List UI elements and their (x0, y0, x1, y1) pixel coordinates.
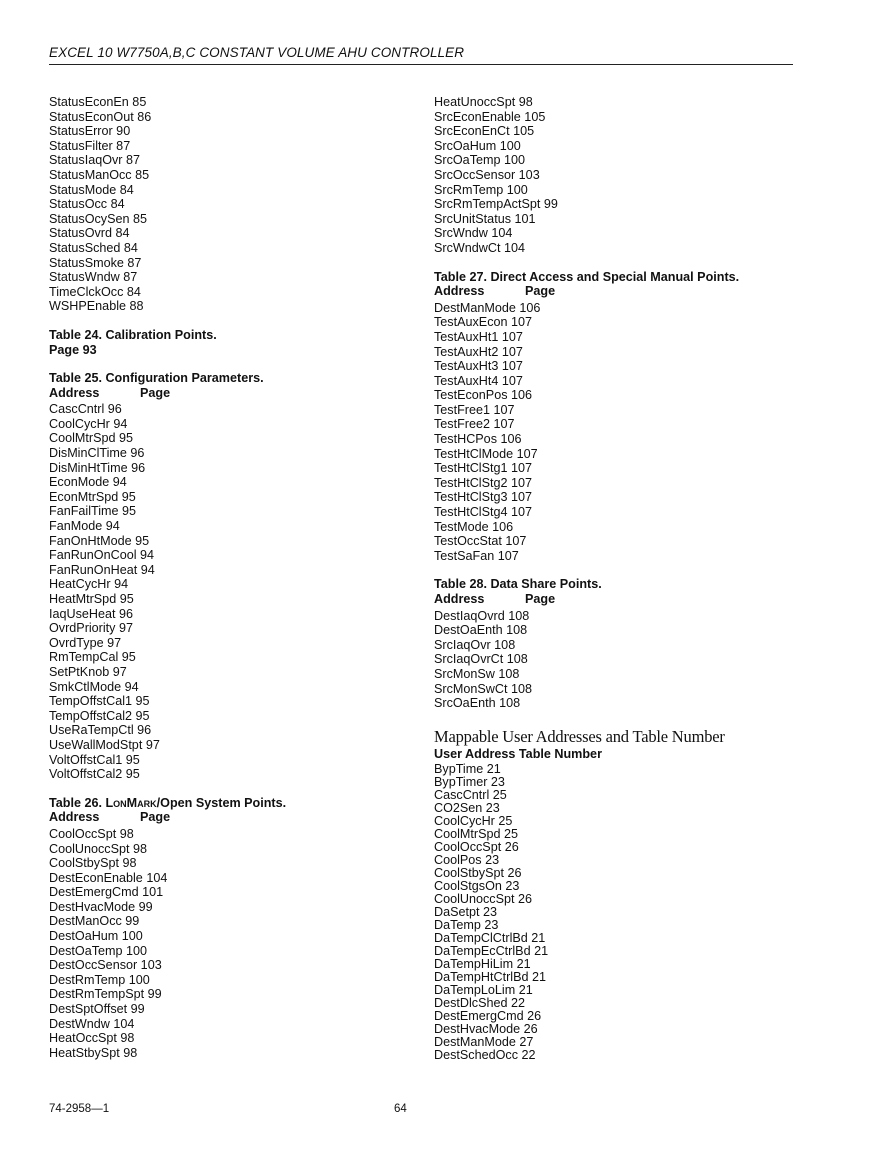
list-item: SetPtKnob 97 (49, 664, 127, 679)
list-item: StatusManOcc 85 (49, 167, 150, 182)
table-27-section (434, 270, 794, 564)
list-item: DestManMode 106 (434, 300, 541, 315)
list-item: CoolCycHr 94 (49, 416, 128, 431)
list-item: SrcRmTempActSpt 99 (434, 197, 558, 212)
list-item: FanOnHtMode 95 (49, 533, 150, 548)
table-27-title: Table 27. Direct Access and Special Manual Points. (434, 269, 740, 284)
column-header-page: Page (140, 385, 171, 400)
mappable-column-header: User Address Table Number (434, 746, 602, 761)
list-item: BypTime 21 (434, 762, 501, 777)
list-item: DaTempHiLim 21 (434, 957, 531, 972)
table-25-header (49, 386, 409, 401)
list-item: DaTempClCtrlBd 21 (434, 931, 546, 946)
list-item: DestOccSensor 103 (49, 958, 162, 973)
list-item: TempOffstCal2 95 (49, 708, 150, 723)
list-item: DaTempEcCtrlBd 21 (434, 944, 549, 959)
list-item: VoltOffstCal2 95 (49, 767, 140, 782)
column-header-address: Address (434, 592, 485, 606)
list-item: TestFree2 107 (434, 417, 515, 432)
column-header-address: Address (434, 284, 485, 299)
list-item: SrcOaTemp 100 (434, 153, 525, 168)
list-item: CoolStbySpt 26 (434, 866, 522, 881)
list-item: CoolMtrSpd 95 (49, 431, 133, 446)
list-item: StatusMode 84 (49, 182, 134, 197)
list-item: CoolUnoccSpt 26 (434, 892, 533, 907)
list-item: VoltOffstCal1 95 (49, 752, 140, 767)
list-item: EconMtrSpd 95 (49, 489, 136, 504)
list-item: DestEmergCmd 26 (434, 1009, 542, 1024)
column-header-page: Page (140, 810, 171, 825)
table-28-header (434, 592, 794, 607)
list-item: CoolOccSpt 26 (434, 840, 519, 855)
list-item: CoolCycHr 25 (434, 814, 513, 829)
list-item: BypTimer 23 (434, 775, 505, 790)
list-item: CoolStbySpt 98 (49, 856, 137, 871)
list-item: OvrdType 97 (49, 635, 122, 650)
list-item: FanFailTime 95 (49, 504, 137, 519)
list-item: DaTemp 23 (434, 918, 499, 933)
table-25-title: Table 25. Configuration Parameters. (49, 371, 264, 386)
list-item: TestHCPos 106 (434, 432, 522, 447)
list-item: FanMode 94 (49, 519, 120, 534)
list-item: TestHtClStg2 107 (434, 475, 533, 490)
list-item: OvrdPriority 97 (49, 621, 133, 636)
list-item: DestEconEnable 104 (49, 870, 168, 885)
list-item: UseRaTempCtl 96 (49, 723, 152, 738)
table-26-list (49, 827, 409, 1061)
footer-page-number: 64 (394, 1103, 407, 1115)
list-item: CoolPos 23 (434, 853, 500, 868)
list-item: SrcOaEnth 108 (434, 696, 521, 711)
list-item: TestAuxHt3 107 (434, 359, 523, 374)
list-item: StatusWndw 87 (49, 270, 138, 285)
table-26-header (49, 810, 409, 825)
list-item: DestHvacMode 99 (49, 899, 153, 914)
list-item: DestManOcc 99 (49, 914, 140, 929)
list-item: StatusOcySen 85 (49, 211, 148, 226)
list-item: SrcOccSensor 103 (434, 167, 540, 182)
list-item: UseWallModStpt 97 (49, 737, 160, 752)
header-rule (49, 64, 793, 65)
list-item: StatusFilter 87 (49, 138, 131, 153)
list-item: StatusOvrd 84 (49, 226, 130, 241)
list-item: TestHtClStg4 107 (434, 505, 533, 520)
table-28-list (434, 609, 794, 711)
list-item: StatusOcc 84 (49, 197, 125, 212)
list-item: SrcUnitStatus 101 (434, 211, 536, 226)
lonmark-brand: LonMark (105, 795, 157, 810)
left-column (49, 95, 409, 1060)
status-items-list (49, 95, 409, 314)
list-item: DestWndw 104 (49, 1016, 135, 1031)
list-item: TestHtClStg3 107 (434, 490, 533, 505)
column-header-address: Address (49, 810, 100, 825)
list-item: TestEconPos 106 (434, 388, 533, 403)
list-item: HeatOccSpt 98 (49, 1031, 135, 1046)
list-item: SrcEconEnable 105 (434, 109, 546, 124)
list-item: DestOaHum 100 (49, 929, 143, 944)
table-28-section (434, 577, 794, 710)
table-28-title: Table 28. Data Share Points. (434, 577, 602, 592)
list-item: StatusIaqOvr 87 (49, 153, 141, 168)
list-item: DestHvacMode 26 (434, 1022, 538, 1037)
list-item: DestRmTemp 100 (49, 972, 150, 987)
footer-doc-number: 74-2958—1 (49, 1103, 110, 1115)
table-24-page: Page 93 (49, 342, 97, 357)
list-item: TestAuxEcon 107 (434, 315, 533, 330)
list-item: TestFree1 107 (434, 402, 515, 417)
list-item: CoolOccSpt 98 (49, 826, 134, 841)
right-column (434, 95, 794, 1062)
list-item: HeatMtrSpd 95 (49, 592, 134, 606)
list-item: EconMode 94 (49, 475, 127, 490)
column-header-address: Address (49, 385, 100, 400)
list-item: StatusEconOut 86 (49, 109, 152, 124)
list-item: TestSaFan 107 (434, 548, 519, 563)
list-item: SrcMonSwCt 108 (434, 681, 532, 696)
list-item: StatusSmoke 87 (49, 255, 142, 270)
table-26-title: Table 26. LonMark/Open System Points. (49, 795, 287, 810)
table-24-section (49, 328, 409, 357)
list-item: DestOaTemp 100 (49, 943, 148, 958)
list-item: DestSchedOcc 22 (434, 1048, 536, 1063)
list-item: SrcIaqOvrCt 108 (434, 652, 528, 667)
list-item: DestRmTempSpt 99 (49, 987, 162, 1002)
list-item: DestManMode 27 (434, 1035, 534, 1050)
list-item: IaqUseHeat 96 (49, 606, 134, 621)
table-26-section (49, 796, 409, 1061)
table-25-list (49, 402, 409, 781)
list-item: HeatStbySpt 98 (49, 1045, 138, 1060)
list-item: CoolUnoccSpt 98 (49, 841, 148, 856)
table-27-header (434, 284, 794, 299)
column-header-page: Page (525, 284, 556, 299)
column-header-page: Page (525, 592, 556, 606)
list-item: TestMode 106 (434, 519, 514, 534)
list-item: SrcMonSw 108 (434, 666, 520, 681)
list-item: SmkCtlMode 94 (49, 679, 139, 694)
list-item: TestHtClMode 107 (434, 446, 538, 461)
table-27-list (434, 301, 794, 564)
list-item: SrcWndw 104 (434, 226, 513, 241)
list-item: CascCntrl 96 (49, 402, 122, 417)
list-item: CascCntrl 25 (434, 788, 507, 803)
list-item: DaTempLoLim 21 (434, 983, 533, 998)
list-item: DaSetpt 23 (434, 905, 498, 920)
page-header-title: EXCEL 10 W7750A,B,C CONSTANT VOLUME AHU CONTROLLER (49, 45, 465, 60)
list-item: TempOffstCal1 95 (49, 694, 150, 709)
mappable-list (434, 763, 794, 1062)
list-item: HeatUnoccSpt 98 (434, 95, 533, 109)
list-item: DisMinHtTime 96 (49, 460, 146, 475)
list-item: FanRunOnHeat 94 (49, 562, 155, 577)
list-item: DisMinClTime 96 (49, 446, 145, 461)
table-26-continued-list (434, 95, 794, 256)
list-item: TimeClckOcc 84 (49, 284, 141, 299)
list-item: StatusError 90 (49, 124, 131, 139)
list-item: SrcRmTemp 100 (434, 182, 528, 197)
list-item: StatusSched 84 (49, 240, 138, 255)
list-item: HeatCycHr 94 (49, 577, 129, 592)
list-item: TestAuxHt2 107 (434, 344, 523, 359)
table-24-title: Table 24. Calibration Points. (49, 327, 217, 342)
list-item: CoolMtrSpd 25 (434, 827, 518, 842)
list-item: DestOaEnth 108 (434, 623, 528, 638)
list-item: WSHPEnable 88 (49, 299, 144, 314)
list-item: TestOccStat 107 (434, 534, 527, 549)
mappable-section (434, 727, 794, 1063)
list-item: StatusEconEn 85 (49, 95, 147, 109)
list-item: SrcWndwCt 104 (434, 240, 525, 255)
mappable-heading: Mappable User Addresses and Table Number (434, 726, 725, 746)
list-item: DestSptOffset 99 (49, 1002, 145, 1017)
list-item: TestHtClStg1 107 (434, 461, 533, 476)
list-item: CoolStgsOn 23 (434, 879, 520, 894)
list-item: CO2Sen 23 (434, 801, 500, 816)
list-item: SrcIaqOvr 108 (434, 637, 516, 652)
list-item: SrcEconEnCt 105 (434, 124, 535, 139)
list-item: DestIaqOvrd 108 (434, 608, 530, 623)
list-item: FanRunOnCool 94 (49, 548, 155, 563)
list-item: DestEmergCmd 101 (49, 885, 164, 900)
table-25-section (49, 371, 409, 782)
list-item: TestAuxHt1 107 (434, 329, 523, 344)
list-item: RmTempCal 95 (49, 650, 136, 665)
list-item: SrcOaHum 100 (434, 138, 521, 153)
list-item: DaTempHtCtrlBd 21 (434, 970, 546, 985)
list-item: TestAuxHt4 107 (434, 373, 523, 388)
list-item: DestDlcShed 22 (434, 996, 526, 1011)
